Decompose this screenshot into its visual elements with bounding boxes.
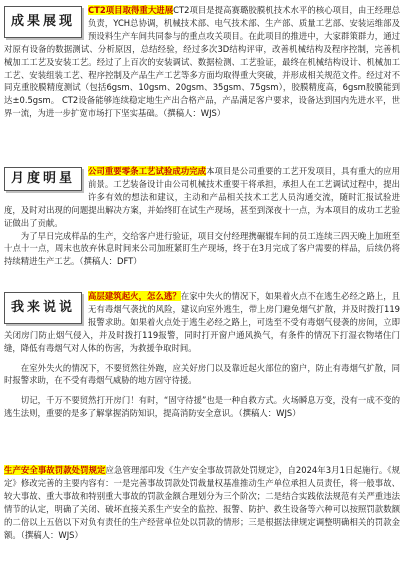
section-monthly-star <box>4 165 400 268</box>
section-heading: 成果展现 <box>10 13 75 29</box>
section-heading: 月度明星 <box>10 170 75 186</box>
body-text: CT2项目是提高赛璐胶膜机技术水平的核心项目，由王经理总负责，YCH总协调，机械技术部、电气技术部、生产部、质量工艺部、安装运维部及预设料生产车间共同参与的重点攻关项目。在此项目的推进中，大家群策群力，通过对原有设备的数据测试、分析原因，总结经验，经过多次3D结构评审，改善机械结构及程序控制，完善机械加工工艺及安装工艺。经过了上百次的安装调试、数据检测、工艺验证，最终在机械结构设计、机械加工工艺、安装组装工艺、程序控制及产品生产工艺等多方面均取得重大突破，并形成相关规范文件。经过对不同克重胶膜精度测试（包括6gsm、10gsm、20gsm、35gsm、75gsm），胶膜精度高，6gsm胶膜能到达±0.5gsm。 CT2设备能够连续稳定地生产出合格产品，产品满足客户要求，设备达到国内先进水平，世界一流，为进一步扩宽市场打下坚实基础。（撰稿人：WJS） <box>4 5 400 119</box>
section-heading: 我来说说 <box>10 299 75 315</box>
section-body: 切记，千万不要贸然打开房门！有时，“固守待援”也是一种自救方式。火场瞬息万变，没有一成不变的逃生法则，重要的是多了解掌握消防知识，提高消防安全意识。（撰稿人：WJS） <box>4 395 400 419</box>
section-talk <box>4 290 400 420</box>
body-text: 在家中失火的情况下，如果着火点不在逃生必经之路上，且无有毒烟气袭扰的风险，建议向室外逃生，带上房门避免烟气扩散，并及时拨打119报警求助。如果着火点处于逃生必经之路上，可选至不受有毒烟气侵袭的房间，立即关闭房门防止烟气侵入，并及时拨打119报警，同时打开窗户通风换气，有条件的情况下打湿衣物堵住门缝，降低有毒烟气对人体的伤害，为救援争取时间。 <box>4 291 401 353</box>
headline-highlight: 高层建筑起火，怎么逃？ <box>88 291 181 301</box>
section-heading-box <box>4 167 82 191</box>
section-heading-box <box>4 292 82 324</box>
section-body: 在室外失火的情况下，不要贸然往外跑，应关好房门以及靠近起火部位的窗户，防止有毒烟气扩散，同时报警求助，在不受有毒烟气威胁的地方固守待援。 <box>4 362 400 386</box>
headline-highlight: 公司重要零条工艺试验成功完成 <box>88 166 207 176</box>
section-body <box>4 464 400 541</box>
section-body: 为了早日完成样品的生产，交给客户进行验证，项目交付经理携碾辊车间的员工连续三四天晚上加班至十点十一点，周末也放弃休息时间来公司加班紧盯生产现场，终于在3月完成了客户需要的样品，后续仍将持续精进生产工艺。（撰稿人：DFT） <box>4 230 400 267</box>
section-regulation <box>4 464 400 541</box>
section-heading-box <box>4 6 82 38</box>
body-text: 本项目是公司重要的工艺开发项目，具有重大的应用前景。工艺装备设计由公司机械技术重要干将承担，承担人在工艺调试过程中，提出许多有效的想法和建议，主动和产品相关技术工艺人员沟通交流，随时汇报试验进度，及时对出现的问题提出解决方案，并始终盯在试生产现场，甚至到深夜十一点，为本项目的成功工艺验证做出了贡献。 <box>4 166 401 228</box>
headline-highlight: CT2项目取得重大进展 <box>88 5 174 15</box>
section-achievements <box>4 4 400 120</box>
body-text: 应急管理部印发《生产安全事故罚款处罚规定》，自2024年3月1日起施行。《规定》修改完善的主要内容有：一是完善事故罚款处罚裁量权基准推动生产单位承担人员责任，将一般事故、较大事故、重大事故和特别重大事故的罚款金额合理划分为三个阶次；二是结合实践依法规范有关严重违法情节的认定，明确了关闭、破坏直接关系生产安全的监控、报警、防护、救生设备等六种可以按照罚款数额的二倍以上五倍以下对负有责任的生产经营单位处以罚款的情形；三是根据法律规定调整明确相关的罚款金额。（撰稿人：WJS） <box>4 465 400 540</box>
headline-highlight: 生产安全事故罚款处罚规定 <box>4 465 106 475</box>
